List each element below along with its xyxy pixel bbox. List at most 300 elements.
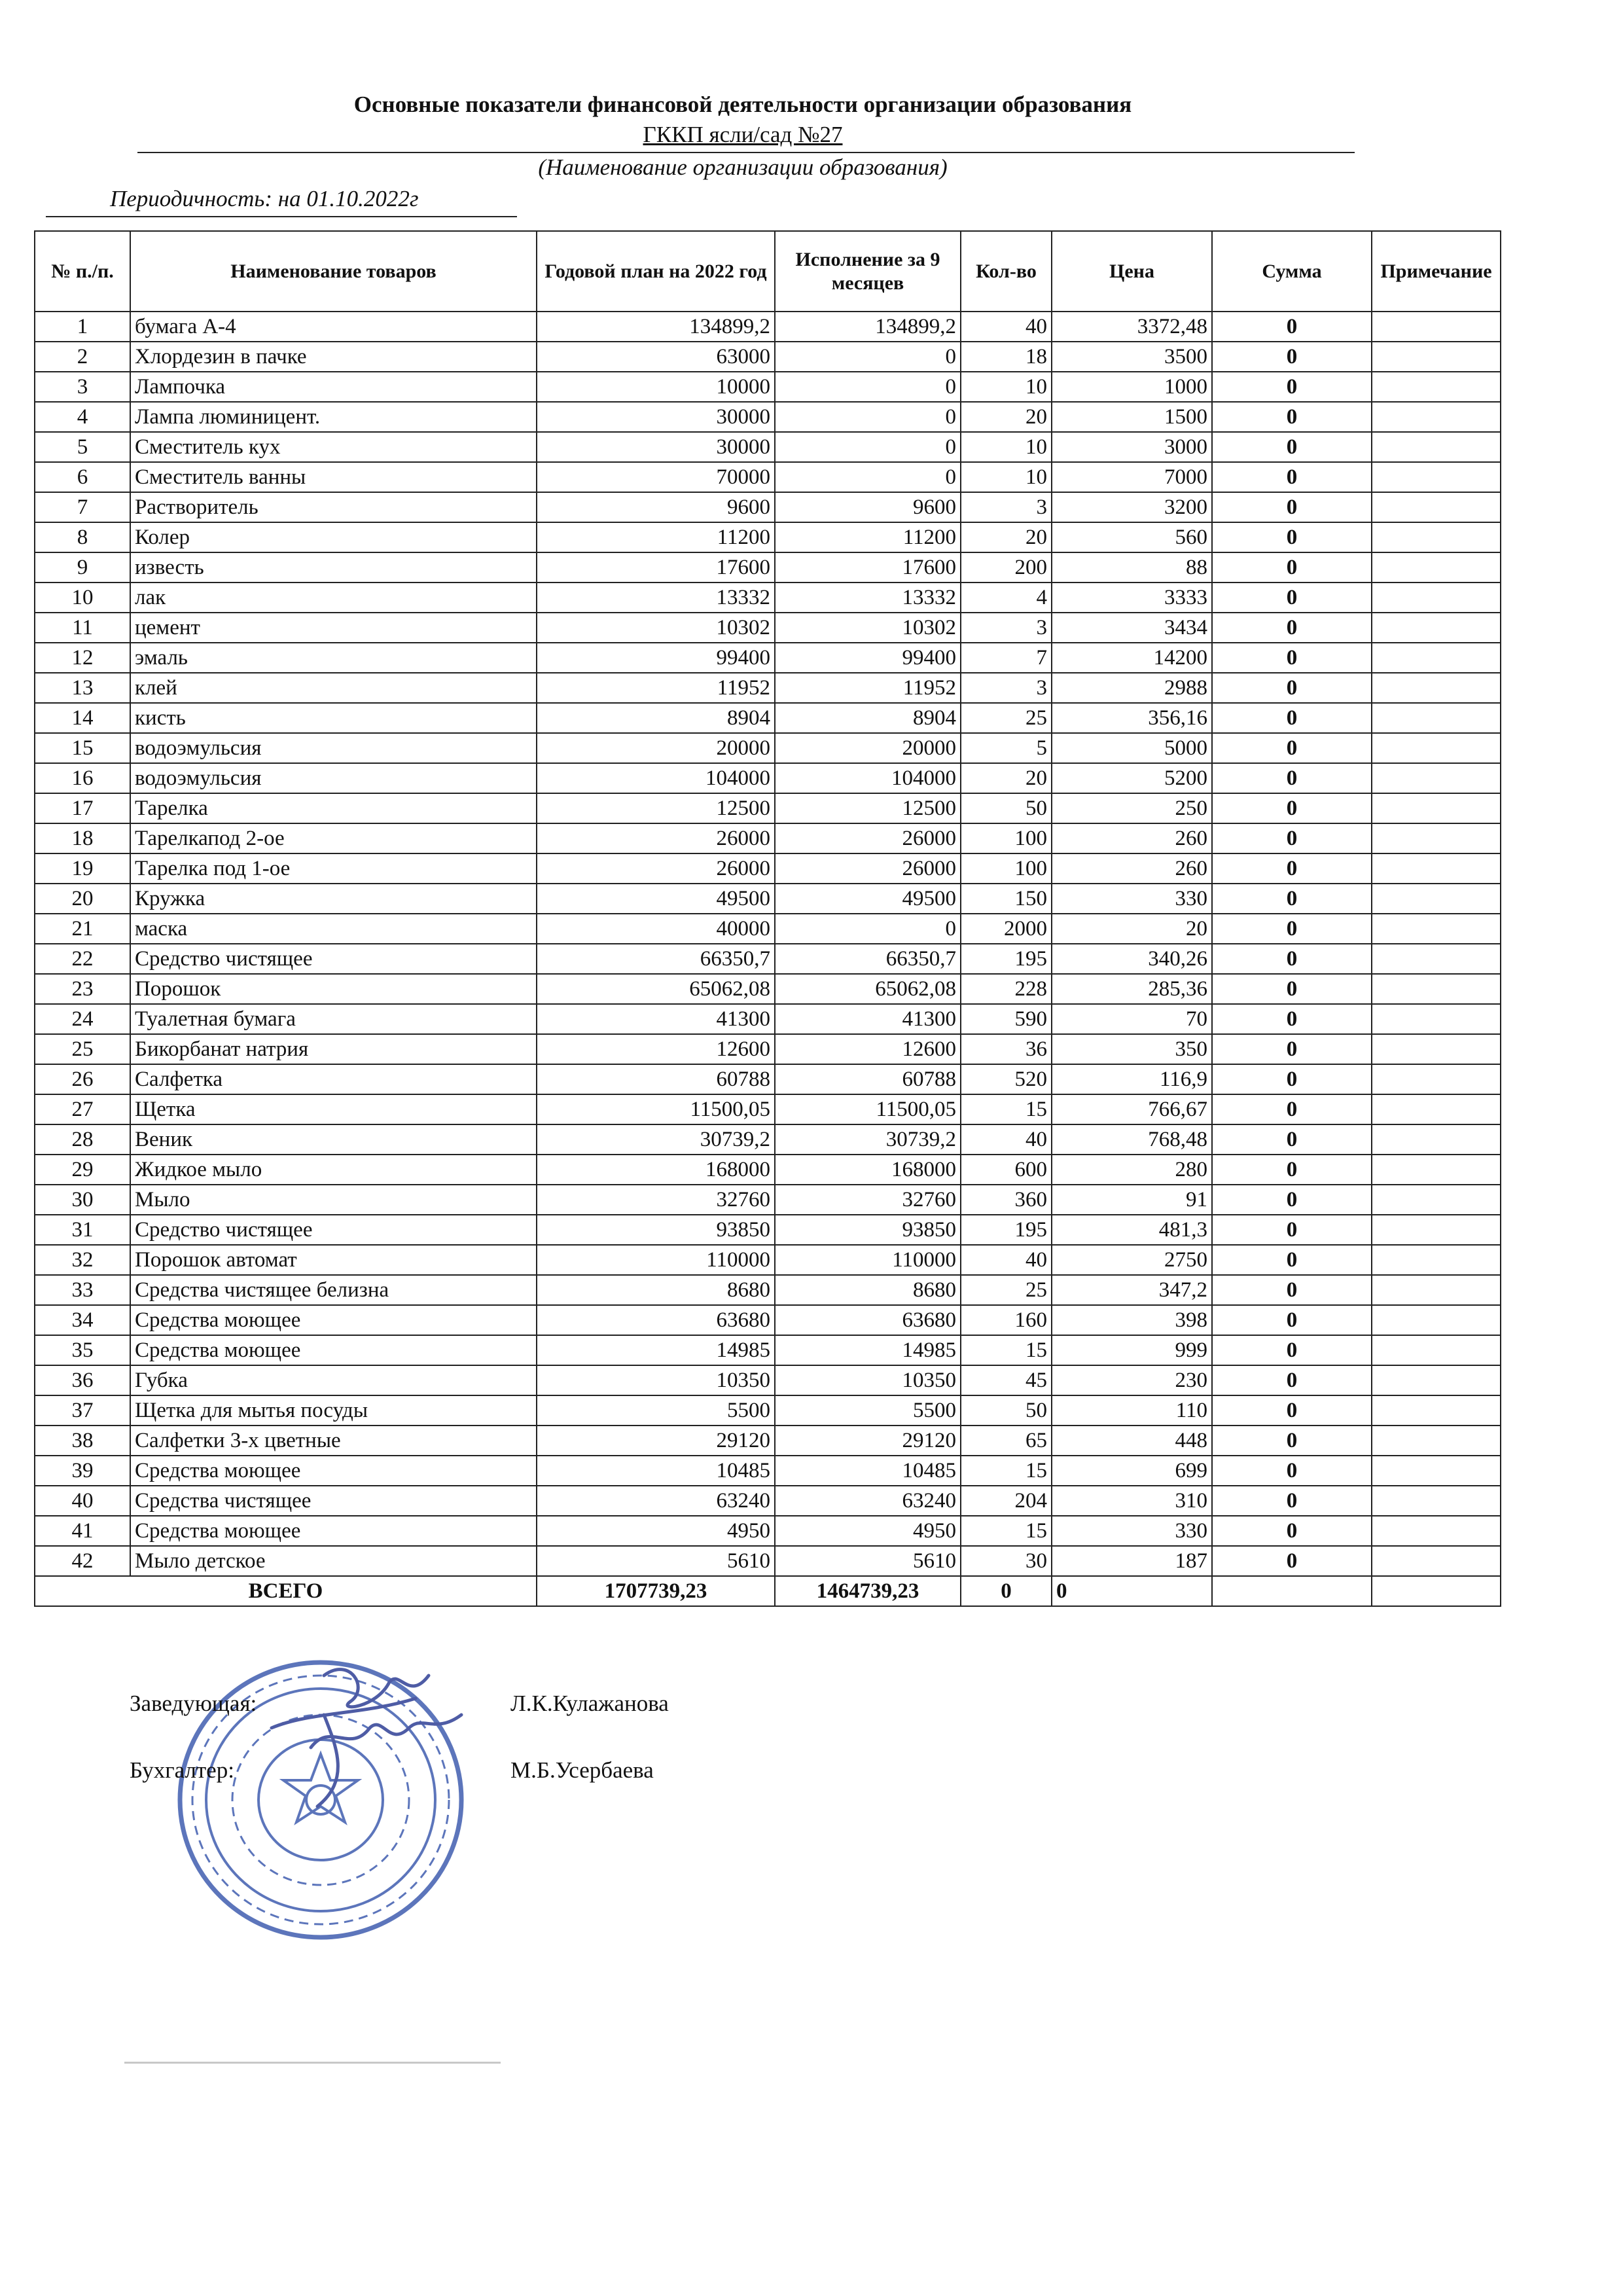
cell-plan: 10000 bbox=[537, 372, 775, 402]
cell-qty: 15 bbox=[961, 1094, 1052, 1124]
cell-sum: 0 bbox=[1212, 1365, 1372, 1395]
cell-execution: 12500 bbox=[775, 793, 961, 823]
cell-idx: 38 bbox=[35, 1426, 130, 1456]
table-row bbox=[35, 1305, 1501, 1335]
cell-execution: 29120 bbox=[775, 1426, 961, 1456]
cell-qty: 204 bbox=[961, 1486, 1052, 1516]
cell-sum: 0 bbox=[1212, 1155, 1372, 1185]
cell-execution: 63240 bbox=[775, 1486, 961, 1516]
cell-note bbox=[1372, 552, 1501, 583]
cell-execution: 26000 bbox=[775, 823, 961, 853]
cell-idx: 9 bbox=[35, 552, 130, 583]
cell-execution: 9600 bbox=[775, 492, 961, 522]
cell-sum: 0 bbox=[1212, 1215, 1372, 1245]
cell-name: Жидкое мыло bbox=[130, 1155, 537, 1185]
cell-idx: 10 bbox=[35, 583, 130, 613]
cell-name: цемент bbox=[130, 613, 537, 643]
cell-name: Салфетка bbox=[130, 1064, 537, 1094]
cell-qty: 18 bbox=[961, 342, 1052, 372]
total-qty: 0 bbox=[961, 1576, 1052, 1606]
cell-plan: 26000 bbox=[537, 823, 775, 853]
cell-price: 250 bbox=[1052, 793, 1212, 823]
table-row bbox=[35, 342, 1501, 372]
cell-idx: 15 bbox=[35, 733, 130, 763]
cell-idx: 16 bbox=[35, 763, 130, 793]
cell-execution: 66350,7 bbox=[775, 944, 961, 974]
table-row bbox=[35, 1245, 1501, 1275]
cell-execution: 10350 bbox=[775, 1365, 961, 1395]
column-header-note: Примечание bbox=[1372, 231, 1501, 312]
cell-note bbox=[1372, 1004, 1501, 1034]
cell-sum: 0 bbox=[1212, 372, 1372, 402]
cell-price: 3500 bbox=[1052, 342, 1212, 372]
cell-sum: 0 bbox=[1212, 462, 1372, 492]
cell-plan: 63000 bbox=[537, 342, 775, 372]
cell-price: 699 bbox=[1052, 1456, 1212, 1486]
cell-execution: 93850 bbox=[775, 1215, 961, 1245]
periodicity-underline bbox=[46, 216, 517, 217]
cell-execution: 11952 bbox=[775, 673, 961, 703]
cell-name: Кружка bbox=[130, 884, 537, 914]
table-row bbox=[35, 1094, 1501, 1124]
cell-note bbox=[1372, 733, 1501, 763]
cell-name: водоэмульсия bbox=[130, 733, 537, 763]
cell-qty: 3 bbox=[961, 492, 1052, 522]
cell-qty: 25 bbox=[961, 703, 1052, 733]
cell-idx: 21 bbox=[35, 914, 130, 944]
total-execution: 1464739,23 bbox=[775, 1576, 961, 1606]
cell-note bbox=[1372, 522, 1501, 552]
cell-name: Средство чистящее bbox=[130, 1215, 537, 1245]
cell-idx: 19 bbox=[35, 853, 130, 884]
cell-note bbox=[1372, 462, 1501, 492]
cell-note bbox=[1372, 613, 1501, 643]
cell-sum: 0 bbox=[1212, 944, 1372, 974]
cell-execution: 0 bbox=[775, 914, 961, 944]
cell-sum: 0 bbox=[1212, 733, 1372, 763]
cell-execution: 134899,2 bbox=[775, 312, 961, 342]
table-row bbox=[35, 1516, 1501, 1546]
cell-name: Средства чистящее bbox=[130, 1486, 537, 1516]
cell-note bbox=[1372, 1124, 1501, 1155]
cell-name: маска bbox=[130, 914, 537, 944]
table-row bbox=[35, 673, 1501, 703]
cell-name: кисть bbox=[130, 703, 537, 733]
cell-note bbox=[1372, 1486, 1501, 1516]
cell-note bbox=[1372, 643, 1501, 673]
cell-sum: 0 bbox=[1212, 1064, 1372, 1094]
cell-name: Порошок автомат bbox=[130, 1245, 537, 1275]
cell-note bbox=[1372, 432, 1501, 462]
cell-name: эмаль bbox=[130, 643, 537, 673]
cell-qty: 520 bbox=[961, 1064, 1052, 1094]
cell-idx: 35 bbox=[35, 1335, 130, 1365]
table-row bbox=[35, 1275, 1501, 1305]
cell-price: 330 bbox=[1052, 884, 1212, 914]
cell-name: Бикорбанат натрия bbox=[130, 1034, 537, 1064]
table-header-row bbox=[35, 231, 1501, 312]
head-role-label: Заведующая: bbox=[130, 1691, 257, 1716]
cell-name: Лампа люминицент. bbox=[130, 402, 537, 432]
cell-qty: 600 bbox=[961, 1155, 1052, 1185]
cell-note bbox=[1372, 1456, 1501, 1486]
cell-name: известь bbox=[130, 552, 537, 583]
column-header-sum: Сумма bbox=[1212, 231, 1372, 312]
cell-plan: 63680 bbox=[537, 1305, 775, 1335]
cell-name: клей bbox=[130, 673, 537, 703]
cell-name: Лампочка bbox=[130, 372, 537, 402]
cell-idx: 8 bbox=[35, 522, 130, 552]
cell-idx: 6 bbox=[35, 462, 130, 492]
table-row bbox=[35, 432, 1501, 462]
cell-qty: 195 bbox=[961, 1215, 1052, 1245]
cell-qty: 40 bbox=[961, 312, 1052, 342]
periodicity-label: Периодичность: на 01.10.2022г bbox=[110, 186, 419, 211]
cell-idx: 1 bbox=[35, 312, 130, 342]
cell-note bbox=[1372, 974, 1501, 1004]
cell-note bbox=[1372, 1275, 1501, 1305]
cell-plan: 32760 bbox=[537, 1185, 775, 1215]
cell-sum: 0 bbox=[1212, 1456, 1372, 1486]
cell-sum: 0 bbox=[1212, 1305, 1372, 1335]
cell-plan: 110000 bbox=[537, 1245, 775, 1275]
table-row bbox=[35, 1034, 1501, 1064]
cell-note bbox=[1372, 1245, 1501, 1275]
cell-idx: 12 bbox=[35, 643, 130, 673]
cell-name: Веник bbox=[130, 1124, 537, 1155]
cell-plan: 11500,05 bbox=[537, 1094, 775, 1124]
cell-execution: 30739,2 bbox=[775, 1124, 961, 1155]
cell-execution: 0 bbox=[775, 342, 961, 372]
bottom-divider bbox=[124, 2062, 501, 2064]
cell-idx: 34 bbox=[35, 1305, 130, 1335]
cell-qty: 228 bbox=[961, 974, 1052, 1004]
cell-plan: 26000 bbox=[537, 853, 775, 884]
cell-qty: 160 bbox=[961, 1305, 1052, 1335]
cell-name: Губка bbox=[130, 1365, 537, 1395]
cell-sum: 0 bbox=[1212, 823, 1372, 853]
cell-plan: 49500 bbox=[537, 884, 775, 914]
cell-name: Средства моющее bbox=[130, 1305, 537, 1335]
cell-price: 70 bbox=[1052, 1004, 1212, 1034]
cell-execution: 32760 bbox=[775, 1185, 961, 1215]
table-row bbox=[35, 974, 1501, 1004]
cell-sum: 0 bbox=[1212, 312, 1372, 342]
cell-name: Мыло детское bbox=[130, 1546, 537, 1576]
cell-name: Средства моющее bbox=[130, 1516, 537, 1546]
cell-price: 3372,48 bbox=[1052, 312, 1212, 342]
table-row bbox=[35, 763, 1501, 793]
cell-sum: 0 bbox=[1212, 613, 1372, 643]
table-row bbox=[35, 793, 1501, 823]
cell-price: 347,2 bbox=[1052, 1275, 1212, 1305]
cell-idx: 25 bbox=[35, 1034, 130, 1064]
financial-report-table bbox=[34, 230, 1501, 1607]
cell-qty: 10 bbox=[961, 372, 1052, 402]
cell-name: бумага А-4 bbox=[130, 312, 537, 342]
cell-plan: 10350 bbox=[537, 1365, 775, 1395]
table-row bbox=[35, 1185, 1501, 1215]
cell-execution: 10485 bbox=[775, 1456, 961, 1486]
cell-name: Салфетки 3-х цветные bbox=[130, 1426, 537, 1456]
table-row bbox=[35, 613, 1501, 643]
cell-qty: 3 bbox=[961, 673, 1052, 703]
table-row bbox=[35, 1004, 1501, 1034]
cell-idx: 26 bbox=[35, 1064, 130, 1094]
cell-sum: 0 bbox=[1212, 583, 1372, 613]
cell-price: 3000 bbox=[1052, 432, 1212, 462]
table-row bbox=[35, 1215, 1501, 1245]
cell-qty: 195 bbox=[961, 944, 1052, 974]
cell-plan: 12600 bbox=[537, 1034, 775, 1064]
table-row bbox=[35, 733, 1501, 763]
cell-idx: 41 bbox=[35, 1516, 130, 1546]
cell-execution: 0 bbox=[775, 402, 961, 432]
cell-plan: 5500 bbox=[537, 1395, 775, 1426]
cell-note bbox=[1372, 1034, 1501, 1064]
cell-price: 350 bbox=[1052, 1034, 1212, 1064]
total-note bbox=[1372, 1576, 1501, 1606]
cell-plan: 11200 bbox=[537, 522, 775, 552]
cell-sum: 0 bbox=[1212, 1486, 1372, 1516]
accountant-name: М.Б.Усербаева bbox=[510, 1757, 654, 1783]
cell-plan: 12500 bbox=[537, 793, 775, 823]
cell-plan: 60788 bbox=[537, 1064, 775, 1094]
cell-price: 1000 bbox=[1052, 372, 1212, 402]
cell-sum: 0 bbox=[1212, 673, 1372, 703]
cell-plan: 10302 bbox=[537, 613, 775, 643]
cell-qty: 50 bbox=[961, 793, 1052, 823]
cell-name: Мыло bbox=[130, 1185, 537, 1215]
table-body bbox=[35, 312, 1501, 1576]
cell-idx: 20 bbox=[35, 884, 130, 914]
cell-idx: 3 bbox=[35, 372, 130, 402]
column-header-idx: № п./п. bbox=[35, 231, 130, 312]
column-header-plan: Годовой план на 2022 год bbox=[537, 231, 775, 312]
column-header-qty: Кол-во bbox=[961, 231, 1052, 312]
cell-note bbox=[1372, 342, 1501, 372]
cell-sum: 0 bbox=[1212, 1335, 1372, 1365]
cell-plan: 40000 bbox=[537, 914, 775, 944]
total-price: 0 bbox=[1052, 1576, 1212, 1606]
table-row bbox=[35, 492, 1501, 522]
cell-price: 14200 bbox=[1052, 643, 1212, 673]
cell-qty: 4 bbox=[961, 583, 1052, 613]
cell-sum: 0 bbox=[1212, 884, 1372, 914]
cell-note bbox=[1372, 492, 1501, 522]
cell-sum: 0 bbox=[1212, 432, 1372, 462]
cell-price: 398 bbox=[1052, 1305, 1212, 1335]
cell-plan: 11952 bbox=[537, 673, 775, 703]
cell-name: Туалетная бумага bbox=[130, 1004, 537, 1034]
cell-plan: 41300 bbox=[537, 1004, 775, 1034]
cell-plan: 5610 bbox=[537, 1546, 775, 1576]
cell-execution: 49500 bbox=[775, 884, 961, 914]
cell-idx: 17 bbox=[35, 793, 130, 823]
cell-note bbox=[1372, 1064, 1501, 1094]
cell-qty: 10 bbox=[961, 462, 1052, 492]
table-row bbox=[35, 823, 1501, 853]
cell-name: Щетка bbox=[130, 1094, 537, 1124]
cell-plan: 134899,2 bbox=[537, 312, 775, 342]
cell-execution: 8680 bbox=[775, 1275, 961, 1305]
cell-plan: 65062,08 bbox=[537, 974, 775, 1004]
cell-price: 330 bbox=[1052, 1516, 1212, 1546]
cell-price: 91 bbox=[1052, 1185, 1212, 1215]
cell-qty: 45 bbox=[961, 1365, 1052, 1395]
cell-name: Растворитель bbox=[130, 492, 537, 522]
cell-plan: 10485 bbox=[537, 1456, 775, 1486]
cell-qty: 200 bbox=[961, 552, 1052, 583]
cell-price: 285,36 bbox=[1052, 974, 1212, 1004]
cell-execution: 99400 bbox=[775, 643, 961, 673]
cell-note bbox=[1372, 1185, 1501, 1215]
cell-sum: 0 bbox=[1212, 1004, 1372, 1034]
cell-name: Средства моющее bbox=[130, 1456, 537, 1486]
cell-note bbox=[1372, 944, 1501, 974]
cell-price: 1500 bbox=[1052, 402, 1212, 432]
cell-note bbox=[1372, 402, 1501, 432]
table-row bbox=[35, 884, 1501, 914]
cell-name: Порошок bbox=[130, 974, 537, 1004]
cell-name: Колер bbox=[130, 522, 537, 552]
cell-note bbox=[1372, 1546, 1501, 1576]
cell-idx: 7 bbox=[35, 492, 130, 522]
cell-execution: 0 bbox=[775, 432, 961, 462]
cell-idx: 37 bbox=[35, 1395, 130, 1426]
cell-note bbox=[1372, 372, 1501, 402]
cell-sum: 0 bbox=[1212, 342, 1372, 372]
cell-qty: 10 bbox=[961, 432, 1052, 462]
cell-qty: 360 bbox=[961, 1185, 1052, 1215]
cell-idx: 39 bbox=[35, 1456, 130, 1486]
cell-sum: 0 bbox=[1212, 1426, 1372, 1456]
cell-plan: 30000 bbox=[537, 402, 775, 432]
cell-qty: 100 bbox=[961, 853, 1052, 884]
cell-name: лак bbox=[130, 583, 537, 613]
cell-qty: 20 bbox=[961, 763, 1052, 793]
cell-idx: 32 bbox=[35, 1245, 130, 1275]
cell-plan: 99400 bbox=[537, 643, 775, 673]
cell-price: 3200 bbox=[1052, 492, 1212, 522]
cell-note bbox=[1372, 1305, 1501, 1335]
cell-price: 766,67 bbox=[1052, 1094, 1212, 1124]
cell-sum: 0 bbox=[1212, 974, 1372, 1004]
cell-sum: 0 bbox=[1212, 552, 1372, 583]
cell-name: водоэмульсия bbox=[130, 763, 537, 793]
cell-idx: 18 bbox=[35, 823, 130, 853]
cell-sum: 0 bbox=[1212, 703, 1372, 733]
cell-qty: 7 bbox=[961, 643, 1052, 673]
cell-idx: 33 bbox=[35, 1275, 130, 1305]
cell-sum: 0 bbox=[1212, 402, 1372, 432]
cell-execution: 0 bbox=[775, 462, 961, 492]
cell-price: 110 bbox=[1052, 1395, 1212, 1426]
cell-price: 260 bbox=[1052, 853, 1212, 884]
cell-note bbox=[1372, 853, 1501, 884]
table-row bbox=[35, 1155, 1501, 1185]
cell-price: 2988 bbox=[1052, 673, 1212, 703]
cell-idx: 23 bbox=[35, 974, 130, 1004]
cell-sum: 0 bbox=[1212, 1275, 1372, 1305]
organization-underline bbox=[137, 152, 1355, 153]
cell-idx: 30 bbox=[35, 1185, 130, 1215]
cell-note bbox=[1372, 1335, 1501, 1365]
cell-sum: 0 bbox=[1212, 1516, 1372, 1546]
cell-sum: 0 bbox=[1212, 1124, 1372, 1155]
table-row bbox=[35, 914, 1501, 944]
table-row bbox=[35, 372, 1501, 402]
table-row bbox=[35, 1456, 1501, 1486]
cell-execution: 20000 bbox=[775, 733, 961, 763]
cell-qty: 150 bbox=[961, 884, 1052, 914]
cell-execution: 110000 bbox=[775, 1245, 961, 1275]
cell-qty: 50 bbox=[961, 1395, 1052, 1426]
cell-idx: 27 bbox=[35, 1094, 130, 1124]
cell-execution: 11200 bbox=[775, 522, 961, 552]
cell-qty: 65 bbox=[961, 1426, 1052, 1456]
cell-qty: 40 bbox=[961, 1245, 1052, 1275]
cell-note bbox=[1372, 1094, 1501, 1124]
table-row bbox=[35, 1124, 1501, 1155]
cell-price: 340,26 bbox=[1052, 944, 1212, 974]
total-plan: 1707739,23 bbox=[537, 1576, 775, 1606]
cell-qty: 5 bbox=[961, 733, 1052, 763]
cell-note bbox=[1372, 703, 1501, 733]
cell-sum: 0 bbox=[1212, 914, 1372, 944]
cell-execution: 17600 bbox=[775, 552, 961, 583]
table-row bbox=[35, 462, 1501, 492]
table-row bbox=[35, 1546, 1501, 1576]
cell-sum: 0 bbox=[1212, 853, 1372, 884]
cell-qty: 15 bbox=[961, 1456, 1052, 1486]
cell-note bbox=[1372, 884, 1501, 914]
table-row bbox=[35, 1426, 1501, 1456]
cell-plan: 8680 bbox=[537, 1275, 775, 1305]
cell-note bbox=[1372, 1365, 1501, 1395]
cell-plan: 93850 bbox=[537, 1215, 775, 1245]
table-row bbox=[35, 643, 1501, 673]
cell-price: 768,48 bbox=[1052, 1124, 1212, 1155]
cell-name: Средство чистящее bbox=[130, 944, 537, 974]
cell-plan: 9600 bbox=[537, 492, 775, 522]
cell-plan: 66350,7 bbox=[537, 944, 775, 974]
cell-plan: 29120 bbox=[537, 1426, 775, 1456]
cell-execution: 168000 bbox=[775, 1155, 961, 1185]
cell-price: 2750 bbox=[1052, 1245, 1212, 1275]
cell-price: 5200 bbox=[1052, 763, 1212, 793]
cell-price: 230 bbox=[1052, 1365, 1212, 1395]
cell-price: 5000 bbox=[1052, 733, 1212, 763]
cell-note bbox=[1372, 312, 1501, 342]
cell-note bbox=[1372, 763, 1501, 793]
cell-name: Тарелкапод 2-ое bbox=[130, 823, 537, 853]
table-row bbox=[35, 402, 1501, 432]
cell-price: 20 bbox=[1052, 914, 1212, 944]
cell-execution: 104000 bbox=[775, 763, 961, 793]
table-row bbox=[35, 312, 1501, 342]
cell-qty: 100 bbox=[961, 823, 1052, 853]
table-row bbox=[35, 1335, 1501, 1365]
cell-sum: 0 bbox=[1212, 522, 1372, 552]
cell-price: 280 bbox=[1052, 1155, 1212, 1185]
cell-idx: 42 bbox=[35, 1546, 130, 1576]
cell-plan: 8904 bbox=[537, 703, 775, 733]
cell-name: Средства чистящее белизна bbox=[130, 1275, 537, 1305]
document-title: Основные показатели финансовой деятельности организации образования bbox=[353, 92, 1132, 117]
cell-price: 481,3 bbox=[1052, 1215, 1212, 1245]
cell-sum: 0 bbox=[1212, 793, 1372, 823]
